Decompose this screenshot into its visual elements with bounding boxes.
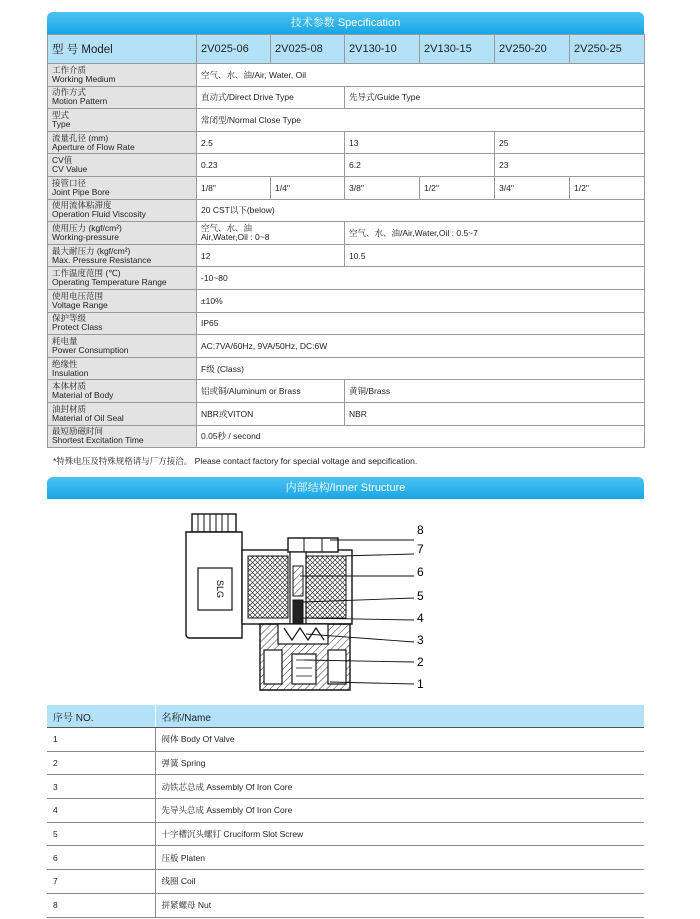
part-name: 压板 Platen (155, 846, 644, 870)
spec-title: 技术参数 Specification (290, 17, 401, 29)
label-en: Shortest Excitation Time (52, 435, 144, 446)
callout-5: 5 (417, 589, 424, 603)
spec-value: 0.05秒 / second (197, 425, 645, 448)
part-name: 十字槽沉头螺钉 Cruciform Slot Screw (155, 822, 644, 846)
row-label (48, 380, 197, 403)
part-no: 6 (47, 846, 155, 870)
label-en: Material of Body (52, 390, 114, 401)
spec-value: 10.5 (345, 244, 645, 267)
part-name: 阀体 Body Of Valve (155, 728, 644, 752)
label-cn: 保护等级 (52, 313, 87, 324)
spec-row-body (48, 380, 645, 403)
valve-diagram (180, 510, 440, 695)
table-row (47, 728, 644, 752)
footnote: *特殊电压及特殊规格请与厂方接洽。 Please contact factory for special voltage and sepcification. (53, 456, 418, 466)
spec-value: 13 (345, 131, 495, 154)
spec-row-insulation (48, 357, 645, 380)
row-label (48, 289, 197, 312)
label-cn: 油封材质 (52, 403, 87, 414)
label-en: Joint Pipe Bore (52, 186, 110, 197)
row-label (48, 154, 197, 177)
table-row (47, 893, 644, 917)
table-row (47, 846, 644, 870)
spec-value: 铝或铜/Aluminum or Brass (197, 380, 345, 403)
structure-title-bar (47, 477, 644, 499)
spec-value: 2.5 (197, 131, 345, 154)
label-en: Max. Pressure Resistance (52, 254, 152, 265)
row-label (48, 244, 197, 267)
spec-value: 1/4" (271, 176, 345, 199)
spec-value: 黄铜/Brass (345, 380, 645, 403)
part-name: 拼紧螺母 Nut (155, 893, 644, 917)
spec-row-voltage (48, 289, 645, 312)
row-label (48, 109, 197, 132)
part-no: 4 (47, 799, 155, 823)
spec-value: AC:7VA/60Hz, 9VA/50Hz, DC:6W (197, 335, 645, 358)
label-en: Working-pressure (52, 231, 119, 242)
callout-7: 7 (417, 542, 424, 556)
spec-value: NBR (345, 402, 645, 425)
model-cell: 2V025-06 (197, 35, 271, 64)
spec-value: -10~80 (197, 267, 645, 290)
spec-value: 空气、水、油/Air,Water,Oil : 0.5~7 (345, 222, 645, 245)
spec-value (197, 222, 345, 245)
row-label (48, 267, 197, 290)
callout-2: 2 (417, 655, 424, 669)
row-label (48, 402, 197, 425)
label-en: CV Value (52, 164, 88, 175)
table-row (47, 870, 644, 894)
spec-value: F级 (Class) (197, 357, 645, 380)
row-label (48, 335, 197, 358)
parts-table (47, 705, 644, 918)
callout-3: 3 (417, 633, 424, 647)
spec-value: 0.23 (197, 154, 345, 177)
spec-row-excitation (48, 425, 645, 448)
spec-row-temp (48, 267, 645, 290)
value-line: 空气、水、油 (201, 222, 253, 233)
spec-value: 1/8" (197, 176, 271, 199)
spec-value: 直动式/Direct Drive Type (197, 86, 345, 109)
spec-value: 20 CST以下(below) (197, 199, 645, 222)
spec-value: 6.2 (345, 154, 495, 177)
callout-8: 8 (417, 523, 424, 537)
row-label (48, 222, 197, 245)
label-en: Insulation (52, 367, 89, 378)
part-name: 动铁芯总成 Assembly Of Iron Core (155, 775, 644, 799)
label-cn: 工作介质 (52, 64, 87, 75)
spec-value: NBR或VITON (197, 402, 345, 425)
value-line: Air,Water,Oil : 0~8 (201, 231, 270, 242)
label-en: Type (52, 118, 71, 129)
label-cn: 工作温度范围 (℃) (52, 268, 121, 279)
row-label (48, 357, 197, 380)
label-cn: 最短励磁时间 (52, 426, 104, 437)
label-en: Operating Temperature Range (52, 277, 167, 288)
model-cell: 2V025-08 (271, 35, 345, 64)
spec-value: 常闭型/Normal Close Type (197, 109, 645, 132)
row-label (48, 131, 197, 154)
label-en: Operation Fluid Viscosity (52, 209, 146, 220)
table-row (47, 751, 644, 775)
spec-row-motion (48, 86, 645, 109)
spec-table (47, 34, 645, 448)
table-row (47, 775, 644, 799)
label-en: Working Medium (52, 73, 116, 84)
label-en: Power Consumption (52, 344, 129, 355)
label-cn: 本体材质 (52, 381, 87, 392)
spec-row-viscosity (48, 199, 645, 222)
row-label (48, 425, 197, 448)
part-no: 7 (47, 870, 155, 894)
model-cell: 2V250-20 (495, 35, 570, 64)
spec-value: 先导式/Guide Type (345, 86, 645, 109)
label-cn: 最大耐压力 (kgf/cm²) (52, 245, 131, 256)
plug-top (192, 514, 236, 532)
label-cn: CV值 (52, 155, 73, 166)
spec-value: IP65 (197, 312, 645, 335)
spec-value: 空气、水、油/Air, Water, Oil (197, 64, 645, 87)
parts-header-row (47, 705, 644, 728)
callout-4: 4 (417, 611, 424, 625)
label-cn: 动作方式 (52, 87, 87, 98)
model-header: 型 号 Model (48, 35, 197, 64)
label-cn: 流量孔径 (mm) (52, 132, 109, 143)
part-name: 线圈 Coil (155, 870, 644, 894)
spec-value: 12 (197, 244, 345, 267)
spec-value: ±10% (197, 289, 645, 312)
coil-winding-left (248, 556, 288, 618)
table-row (47, 799, 644, 823)
structure-title: 内部结构/Inner Structure (285, 482, 406, 494)
spec-row-medium (48, 64, 645, 87)
label-cn: 耗电量 (52, 335, 78, 346)
label-cn: 绝缘性 (52, 358, 78, 369)
spec-row-pressure (48, 222, 645, 245)
table-row (47, 822, 644, 846)
spec-row-bore (48, 176, 645, 199)
spec-value: 25 (495, 131, 645, 154)
spec-value: 3/8" (345, 176, 420, 199)
part-name: 弹簧 Spring (155, 751, 644, 775)
label-cn: 使用流体粘滞度 (52, 200, 112, 211)
row-label (48, 176, 197, 199)
row-label (48, 199, 197, 222)
label-en: Material of Oil Seal (52, 412, 124, 423)
spec-row-aperture (48, 131, 645, 154)
spec-row-protect (48, 312, 645, 335)
spec-value: 1/2" (420, 176, 495, 199)
spec-row-cv (48, 154, 645, 177)
spec-row-type (48, 109, 645, 132)
part-name: 先导头总成 Assembly Of Iron Core (155, 799, 644, 823)
spec-header-row (48, 35, 645, 64)
row-label (48, 64, 197, 87)
part-no: 5 (47, 822, 155, 846)
label-cn: 型式 (52, 109, 70, 120)
spec-value: 3/4" (495, 176, 570, 199)
model-cell: 2V130-10 (345, 35, 420, 64)
label-cn: 接管口径 (52, 177, 87, 188)
label-cn: 使用压力 (kgf/cm²) (52, 222, 122, 233)
label-cn: 使用电压范围 (52, 290, 104, 301)
part-no: 8 (47, 893, 155, 917)
row-label (48, 86, 197, 109)
spec-value: 1/2" (570, 176, 645, 199)
spec-row-seal (48, 402, 645, 425)
spec-title-bar (47, 12, 644, 34)
coil-winding-right (306, 556, 346, 618)
label-en: Motion Pattern (52, 96, 108, 107)
spec-row-maxpressure (48, 244, 645, 267)
part-no: 3 (47, 775, 155, 799)
spec-row-power (48, 335, 645, 358)
model-cell: 2V250-25 (570, 35, 645, 64)
parts-no-header: 序号 NO. (47, 705, 155, 728)
label-en: Voltage Range (52, 299, 108, 310)
parts-name-header: 名称/Name (155, 705, 644, 728)
part-no: 2 (47, 751, 155, 775)
label-en: Protect Class (52, 322, 103, 333)
part-no: 1 (47, 728, 155, 752)
callout-1: 1 (417, 677, 424, 691)
spec-value: 23 (495, 154, 645, 177)
coil-label: SLG (215, 579, 225, 599)
label-en: Aperture of Flow Rate (52, 141, 135, 152)
callout-6: 6 (417, 565, 424, 579)
model-cell: 2V130-15 (420, 35, 495, 64)
row-label (48, 312, 197, 335)
